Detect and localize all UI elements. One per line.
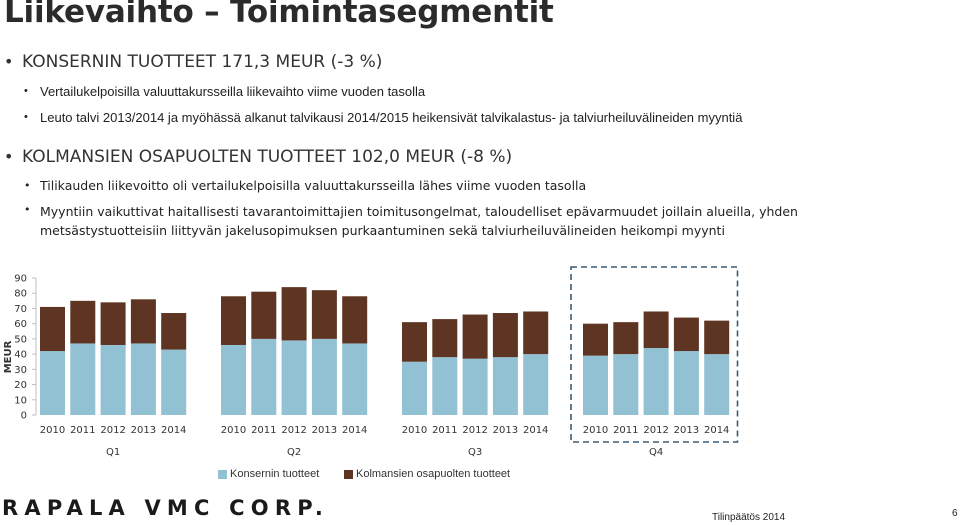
bar-segment — [402, 362, 427, 415]
legend-swatch — [218, 470, 227, 479]
bar-segment — [523, 311, 548, 354]
list-item-text: Myyntiin vaikuttivat haitallisesti tavarantoimittajien toimitusongelmat, taloudelliset epävarmuudet joillain alueilla, yhden metsästystuotteisiin liittyvän jakelusopimuksen purkaantuminen sekä talviurheiluvälineiden heikompi myynti — [40, 204, 798, 238]
y-tick-label: 0 — [20, 410, 27, 422]
list-item-text: Vertailukelpoisilla valuuttakursseilla liikevaihto viime vuoden tasolla — [40, 84, 426, 99]
bar-segment — [674, 351, 699, 415]
bar-segment — [493, 313, 518, 357]
y-tick-label: 50 — [14, 334, 27, 346]
bullet-icon: • — [24, 111, 28, 123]
bar-segment — [342, 343, 367, 415]
x-tick-label: 2010 — [39, 425, 66, 436]
bar-segment — [402, 322, 427, 362]
bullet-icon: • — [4, 52, 14, 71]
x-tick-label: 2014 — [703, 425, 730, 436]
y-tick-label: 10 — [14, 395, 27, 407]
bar-segment — [40, 351, 65, 415]
bar-segment — [131, 299, 156, 343]
bar-segment — [704, 321, 729, 354]
bar-segment — [674, 318, 699, 351]
group-label: Q1 — [105, 447, 121, 458]
bullet-icon: • — [4, 147, 14, 166]
bar-segment — [312, 339, 337, 415]
stacked-bar-chart — [0, 262, 780, 467]
x-tick-label: 2010 — [220, 425, 247, 436]
x-tick-label: 2013 — [130, 425, 157, 436]
bar-segment — [342, 296, 367, 343]
bar-segment — [70, 343, 95, 415]
x-tick-label: 2012 — [100, 425, 126, 436]
bar-segment — [523, 354, 548, 415]
bar-segment — [282, 287, 307, 340]
x-tick-label: 2010 — [582, 425, 609, 436]
bar-segment — [251, 339, 276, 415]
bar-segment — [463, 359, 488, 415]
bar-segment — [644, 311, 669, 348]
list-item-text: Leuto talvi 2013/2014 ja myöhässä alkanut talvikausi 2014/2015 heikensivät talvikalastus- ja talviurheiluvälineiden myyntiä — [40, 110, 743, 125]
x-tick-label: 2014 — [341, 425, 368, 436]
y-tick-label: 30 — [14, 364, 27, 376]
bar-segment — [583, 356, 608, 415]
bar-segment — [221, 296, 246, 345]
section-heading: KOLMANSIEN OSAPUOLTEN TUOTTEET 102,0 MEUR (-8 %) — [22, 147, 513, 167]
bullet-icon: • — [24, 203, 31, 216]
bar-segment — [131, 343, 156, 415]
page-title: Liikevaihto – Toimintasegmentit — [4, 0, 554, 30]
bar-segment — [101, 302, 126, 345]
footer-text: Tilinpäätös 2014 — [712, 512, 786, 523]
x-tick-label: 2014 — [160, 425, 187, 436]
x-tick-label: 2014 — [522, 425, 549, 436]
bar-segment — [312, 290, 337, 339]
bar-segment — [613, 354, 638, 415]
group-label: Q2 — [286, 447, 302, 458]
legend-label: Konsernin tuotteet — [230, 468, 320, 480]
x-tick-label: 2010 — [401, 425, 428, 436]
bar-segment — [644, 348, 669, 415]
group-label: Q3 — [467, 447, 483, 458]
section-heading: KONSERNIN TUOTTEET 171,3 MEUR (-3 %) — [22, 52, 383, 72]
bar-segment — [101, 345, 126, 415]
y-tick-label: 40 — [14, 349, 27, 361]
legend-label: Kolmansien osapuolten tuotteet — [356, 468, 511, 480]
y-tick-label: 80 — [14, 288, 27, 300]
bullet-icon: • — [24, 179, 31, 192]
y-tick-label: 20 — [14, 380, 27, 392]
x-tick-label: 2013 — [311, 425, 338, 436]
bar-segment — [282, 340, 307, 415]
page-number: 6 — [952, 508, 958, 519]
bar-segment — [251, 292, 276, 339]
bar-segment — [161, 350, 186, 415]
x-tick-label: 2011 — [70, 425, 96, 436]
company-logo: RAPALA VMC CORP. — [2, 496, 330, 520]
bar-segment — [221, 345, 246, 415]
y-tick-label: 60 — [14, 319, 27, 331]
list-item-text: Tilikauden liikevoitto oli vertailukelpoisilla valuuttakursseilla lähes viime vuoden tasolla — [40, 178, 587, 193]
y-axis-label: MEUR — [3, 340, 14, 374]
x-tick-label: 2011 — [613, 425, 639, 436]
bar-segment — [463, 315, 488, 359]
legend-swatch — [344, 470, 353, 479]
bar-segment — [432, 357, 457, 415]
bar-segment — [70, 301, 95, 344]
bar-segment — [493, 357, 518, 415]
x-tick-label: 2013 — [673, 425, 700, 436]
bar-segment — [432, 319, 457, 357]
x-tick-label: 2012 — [281, 425, 307, 436]
group-label: Q4 — [648, 447, 664, 458]
bar-segment — [704, 354, 729, 415]
y-tick-label: 70 — [14, 303, 27, 315]
y-tick-label: 90 — [14, 273, 27, 285]
x-tick-label: 2013 — [492, 425, 519, 436]
bar-segment — [40, 307, 65, 351]
bar-segment — [583, 324, 608, 356]
x-tick-label: 2012 — [462, 425, 488, 436]
bar-segment — [161, 313, 186, 350]
x-tick-label: 2011 — [251, 425, 277, 436]
bar-segment — [613, 322, 638, 354]
bullet-icon: • — [24, 85, 28, 97]
x-tick-label: 2012 — [643, 425, 669, 436]
x-tick-label: 2011 — [432, 425, 458, 436]
